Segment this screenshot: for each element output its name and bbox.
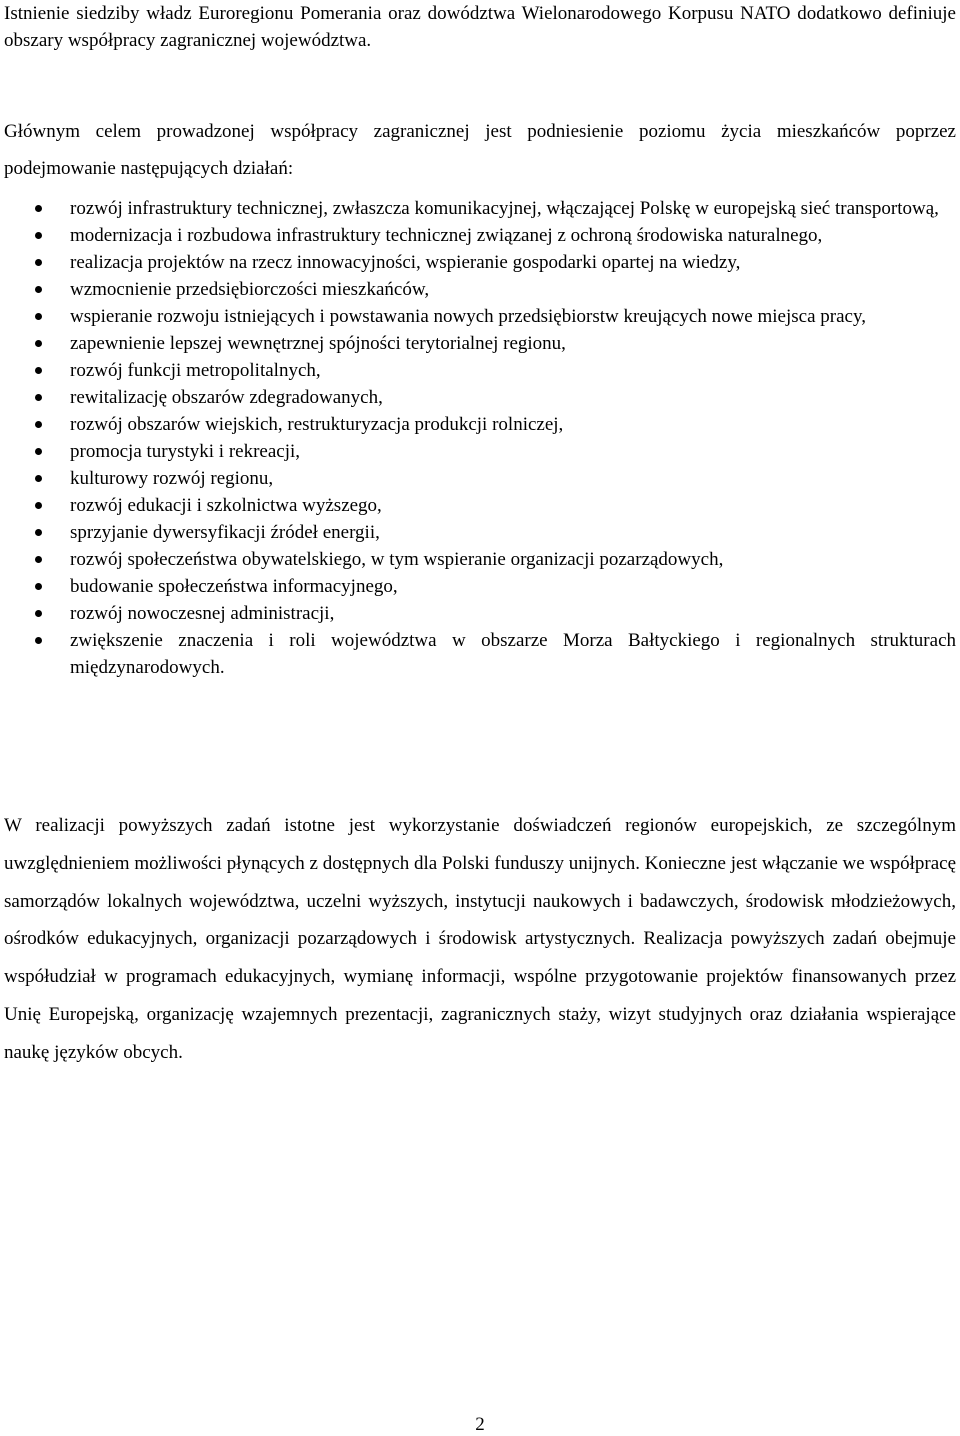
list-item-text: zapewnienie lepszej wewnętrznej spójności terytorialnej regionu, (70, 333, 566, 354)
list-item-text: rozwój infrastruktury technicznej, zwłaszcza komunikacyjnej, włączającej Polskę w europejską sieć transportową, (70, 198, 939, 219)
bullet-icon (35, 259, 42, 266)
list-item-text: kulturowy rozwój regionu, (70, 468, 274, 489)
list-item (0, 573, 956, 600)
list-item (0, 627, 956, 681)
bullet-icon (35, 448, 42, 455)
list-item (0, 492, 956, 519)
list-item (0, 195, 956, 222)
list-item-text: rozwój społeczeństwa obywatelskiego, w tym wspieranie organizacji pozarządowych, (70, 549, 724, 570)
list-item-text: rozwój obszarów wiejskich, restrukturyzacja produkcji rolniczej, (70, 414, 564, 435)
bullet-icon (35, 637, 42, 644)
list-item-text: modernizacja i rozbudowa infrastruktury technicznej związanej z ochroną środowiska naturalnego, (70, 225, 823, 246)
bullet-icon (35, 421, 42, 428)
bullet-icon (35, 286, 42, 293)
list-item-text: budowanie społeczeństwa informacyjnego, (70, 576, 398, 597)
bullet-icon (35, 340, 42, 347)
intro-paragraph: Istnienie siedziby władz Euroregionu Pomerania oraz dowództwa Wielonarodowego Korpusu NATO dodatkowo definiuje obszary współpracy zagranicznej województwa. (4, 3, 956, 51)
list-item (0, 276, 956, 303)
list-item-text: zwiększenie znaczenia i roli województwa w obszarze Morza Bałtyckiego i regionalnych strukturach międzynarodowych. (70, 630, 956, 678)
list-item (0, 384, 956, 411)
bullet-icon (35, 583, 42, 590)
bullet-icon (35, 502, 42, 509)
list-item (0, 303, 956, 330)
list-item-text: wzmocnienie przedsiębiorczości mieszkańców, (70, 279, 430, 300)
bullet-icon (35, 367, 42, 374)
list-item-text: rozwój nowoczesnej administracji, (70, 603, 335, 624)
list-item (0, 600, 956, 627)
bullet-icon (35, 313, 42, 320)
bullet-icon (35, 205, 42, 212)
list-item (0, 222, 956, 249)
list-item (0, 357, 956, 384)
page-number: 2 (475, 1414, 485, 1435)
list-item (0, 465, 956, 492)
list-item (0, 249, 956, 276)
bullet-icon (35, 610, 42, 617)
list-item-text: promocja turystyki i rekreacji, (70, 441, 301, 462)
realization-paragraph: W realizacji powyższych zadań istotne jest wykorzystanie doświadczeń regionów europejskich, ze szczególnym uwzględnieniem możliwości płynących z dostępnych dla Polski funduszy unijnych. Konieczne jest włączanie we współpracę samorządów lokalnych województwa, uczelni wyższych, instytucji naukowych i badawczych, środowisk młodzieżowych, ośrodków edukacyjnych, organizacji pozarządowych i środowisk artystycznych. Realizacja powyższych zadań obejmuje współudział w programach edukacyjnych, wymianę informacji, wspólne przygotowanie projektów finansowanych przez Unię Europejską, organizację wzajemnych prezentacji, zagranicznych staży, wizyt studyjnych oraz działania wspierające naukę języków obcych. (4, 815, 956, 1063)
list-item (0, 411, 956, 438)
list-item (0, 438, 956, 465)
bullet-icon (35, 556, 42, 563)
list-item (0, 519, 956, 546)
list-item (0, 546, 956, 573)
bullet-icon (35, 529, 42, 536)
bullet-icon (35, 475, 42, 482)
list-item (0, 330, 956, 357)
actions-list (0, 195, 956, 681)
list-item-text: sprzyjanie dywersyfikacji źródeł energii, (70, 522, 380, 543)
bullet-icon (35, 232, 42, 239)
list-item-text: rewitalizację obszarów zdegradowanych, (70, 387, 383, 408)
list-item-text: realizacja projektów na rzecz innowacyjności, wspieranie gospodarki opartej na wiedzy, (70, 252, 741, 273)
list-item-text: rozwój funkcji metropolitalnych, (70, 360, 321, 381)
goal-paragraph: Głównym celem prowadzonej współpracy zagranicznej jest podniesienie poziomu życia mieszkańców poprzez podejmowanie następujących działań: (4, 121, 956, 179)
list-item-text: wspieranie rozwoju istniejących i powstawania nowych przedsiębiorstw kreujących nowe miejsca pracy, (70, 306, 866, 327)
list-item-text: rozwój edukacji i szkolnictwa wyższego, (70, 495, 382, 516)
bullet-icon (35, 394, 42, 401)
